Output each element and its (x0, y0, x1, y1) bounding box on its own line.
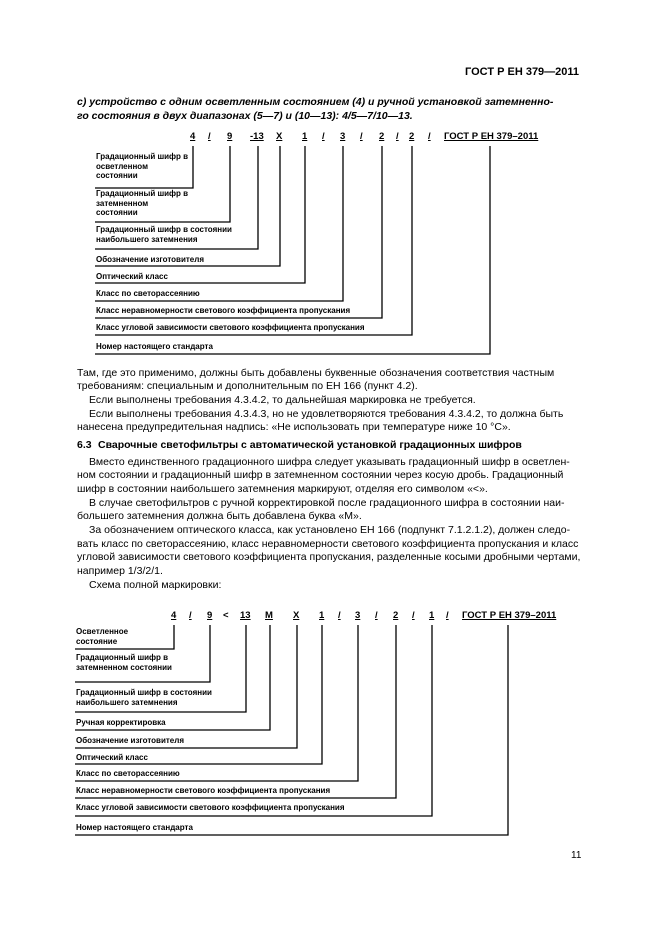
d2-code-less-than: < (223, 610, 229, 621)
d2-code-slash: / (189, 610, 192, 621)
d2-label-manual: Ручная корректировка (76, 718, 166, 727)
d2-label-light-state: Осветленное состояние (76, 627, 129, 646)
d2-code-shade-darkest: 13 (240, 610, 251, 621)
d2-label-diffusion: Класс по светорассеянию (76, 769, 180, 778)
paragraph-line: Вместо единственного градационного шифра следует указывать градационный шифр в осветлен- (89, 456, 570, 468)
d1-code-slash: / (396, 131, 399, 142)
paragraph-line: требованиям: специальным и дополнительным по ЕН 166 (пункт 4.2). (77, 380, 418, 392)
example-c-line2: го состояния в двух диапазонах (5—7) и (10—13): 4/5—7/10—13. (77, 110, 413, 122)
d1-code-slash: / (322, 131, 325, 142)
d1-code-manufacturer: X (276, 131, 283, 142)
paragraph-line: большего затемнения должна быть добавлена буква «M». (77, 510, 362, 522)
d1-code-shade-darkest: -13 (250, 131, 264, 142)
d1-label-standard: Номер настоящего стандарта (96, 342, 213, 351)
d2-code-manufacturer: X (293, 610, 300, 621)
d1-label-shade-dark: Градационный шифр в затемненном состоянии (96, 189, 189, 217)
d2-label-manufacturer: Обозначение изготовителя (76, 736, 184, 745)
d1-code-variation: 2 (379, 131, 385, 142)
d1-code-slash: / (360, 131, 363, 142)
d2-code-manual: M (265, 610, 273, 621)
paragraph-line: нанесена предупредительная надпись: «Не использовать при температуре ниже 10 °C». (77, 421, 511, 433)
d2-code-slash: / (446, 610, 449, 621)
paragraph-line: например 1/3/2/1. (77, 565, 163, 577)
d2-code-slash: / (338, 610, 341, 621)
paragraph-line: Схема полной маркировки: (89, 579, 222, 591)
d2-label-optical-class: Оптический класс (76, 753, 148, 762)
d1-label-shade-light: Градационный шифр в осветленном состоянии (96, 152, 189, 180)
paragraph-line: вать класс по светорассеянию, класс неравномерности светового коэффициента пропускания и класс (77, 538, 579, 550)
d2-code-slash: / (412, 610, 415, 621)
d1-label-variation: Класс неравномерности светового коэффициента пропускания (96, 306, 351, 315)
d1-label-angle: Класс угловой зависимости светового коэффициента пропускания (96, 323, 365, 332)
d2-code-shade-light: 4 (171, 610, 177, 621)
page-number: 11 (571, 850, 582, 861)
paragraph-line: В случае светофильтров с ручной корректировкой после градационного шифра в состоянии наи- (89, 497, 565, 509)
d1-code-shade-light: 4 (190, 131, 196, 142)
d1-code-standard: ГОСТ Р ЕН 379–2011 (444, 131, 539, 142)
paragraph-line: За обозначением оптического класса, как установлено ЕН 166 (подпункт 7.1.2.1.2), должен следо- (89, 524, 571, 536)
d1-code-diffusion: 3 (340, 131, 346, 142)
d2-label-shade-darkest: Градационный шифр в состоянии наибольшего затемнения (76, 688, 212, 707)
d2-code-slash: / (375, 610, 378, 621)
d1-code-optical-class: 1 (302, 131, 308, 142)
d2-code-shade-dark: 9 (207, 610, 213, 621)
d1-code-slash: / (208, 131, 211, 142)
d2-code-angle: 1 (429, 610, 435, 621)
paragraph-line: Если выполнены требования 4.3.4.2, то дальнейшая маркировка не требуется. (89, 394, 476, 406)
section-title: Сварочные светофильтры с автоматической установкой градационных шифров (98, 439, 522, 451)
d2-code-standard: ГОСТ Р ЕН 379–2011 (462, 610, 557, 621)
d2-label-shade-dark: Градационный шифр в затемненном состоянии (76, 653, 172, 672)
paragraph-line: ном состоянии и градационный шифр в затемненном состоянии через косую дробь. Градационный (77, 469, 564, 481)
example-c-line1: c) устройство с одним осветленным состоянием (4) и ручной установкой затемненно- (77, 96, 554, 108)
d2-code-optical-class: 1 (319, 610, 325, 621)
d1-label-manufacturer: Обозначение изготовителя (96, 255, 204, 264)
d1-label-diffusion: Класс по светорассеянию (96, 289, 200, 298)
d1-label-shade-darkest: Градационный шифр в состоянии наибольшего затемнения (96, 225, 232, 244)
d1-code-shade-dark: 9 (227, 131, 233, 142)
d2-code-diffusion: 3 (355, 610, 361, 621)
d2-code-variation: 2 (393, 610, 399, 621)
paragraph-line: Там, где это применимо, должны быть добавлены буквенные обозначения соответствия частным (77, 367, 555, 379)
section-number: 6.3 (77, 439, 92, 451)
d1-label-optical-class: Оптический класс (96, 272, 168, 281)
d1-code-angle: 2 (409, 131, 415, 142)
paragraph-line: угловой зависимости светового коэффициента пропускания, разделенные косыми дробными чертами, (77, 551, 581, 563)
paragraph-line: Если выполнены требования 4.3.4.3, но не удовлетворяются требования 4.3.4.2, то должна быть (89, 408, 564, 420)
d2-label-variation: Класс неравномерности светового коэффициента пропускания (76, 786, 331, 795)
header-standard: ГОСТ Р ЕН 379—2011 (465, 66, 580, 78)
d2-label-angle: Класс угловой зависимости светового коэффициента пропускания (76, 803, 345, 812)
d2-label-standard: Номер настоящего стандарта (76, 823, 193, 832)
paragraph-line: шифр в состоянии наибольшего затемнения маркируют, отделяя его символом «<». (77, 483, 488, 495)
d1-code-slash: / (428, 131, 431, 142)
